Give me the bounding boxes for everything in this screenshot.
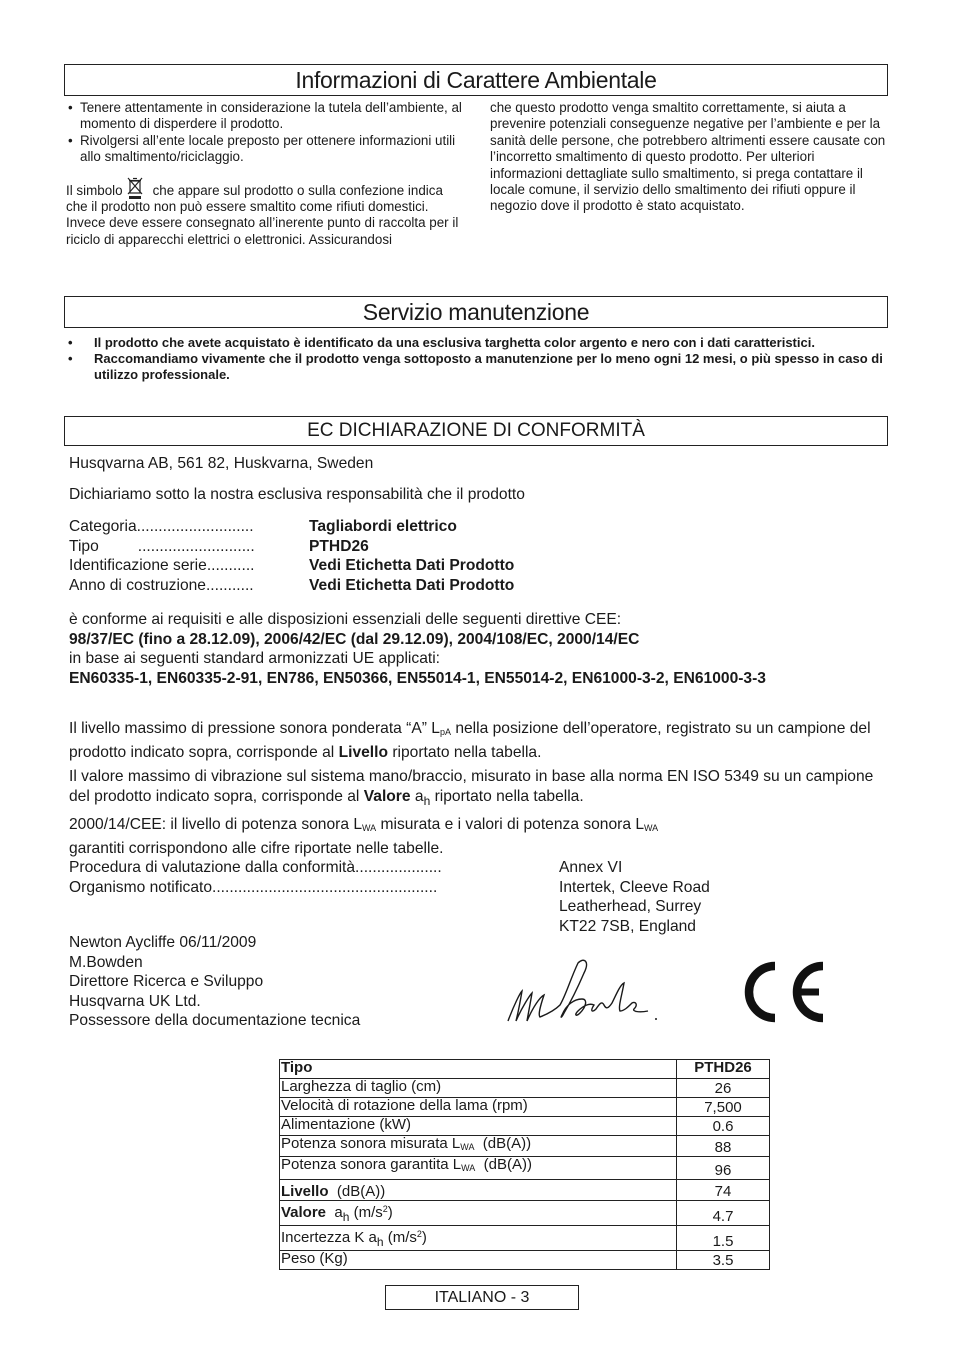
- crossed-out-bin-icon: [127, 177, 143, 199]
- vibration-paragraph: Il valore massimo di vibrazione sul sistema mano/braccio, misurato in base alla norma EN ISO 5349 su un campione del prodotto indicato sopra, corrisponde al Valore $a_h$ riportato nella tabella.: [69, 768, 874, 808]
- field-label: Categoria...........................: [69, 518, 254, 535]
- table-row: Incertezza K $a_h$ $(m/s^2)$ 1.5: [280, 1226, 770, 1251]
- field-row: [69, 517, 899, 537]
- field-label: Identificazione serie...........: [69, 557, 255, 574]
- table-row: Livello (dB(A)) 74: [280, 1180, 770, 1201]
- directives-text: 98/37/EC (fino a 28.12.09), 2006/42/EC (dal 29.12.09), 2004/108/EC, 2000/14/EC: [69, 630, 640, 648]
- field-value: PTHD26: [309, 537, 369, 555]
- field-row: [69, 556, 899, 576]
- ec-fields: [69, 517, 899, 595]
- env-bullet: • Rivolgersi all’ente locale preposto per ottenere informazioni utili allo smaltimento/riciclaggio.: [66, 133, 466, 166]
- symbol-paragraph: [66, 177, 466, 249]
- table-row: Potenza sonora misurata $L_{WA}$ (dB(A)) 88: [280, 1136, 770, 1157]
- field-label: Tipo ...........................: [69, 537, 255, 555]
- service-bullet: • Il prodotto che avete acquistato è identificato da una esclusiva targhetta color argento e nero con i dati caratteristici.: [66, 335, 886, 351]
- env-left-column: [66, 100, 466, 248]
- table-header-label: Tipo: [280, 1060, 677, 1079]
- power-paragraph: 2000/14/CEE: il livello di potenza sonora $L_{WA}$ misurata e i valori di potenza sonora $L_{WA}$ garantiti corrispondono alle cifre riportate nelle tabelle. Procedura di valutazione dalla conformità.................... Annex VI Organismo notificato.................................................... Intertek, Cleeve Road Leatherhead, Surrey KT22 7SB, England: [69, 815, 889, 936]
- page-footer: ITALIANO - 3: [385, 1285, 579, 1310]
- symbol-text-before: Il simbolo: [66, 182, 123, 198]
- table-row: Peso (Kg) 3.5: [280, 1251, 770, 1270]
- ec-address: Husqvarna AB, 561 82, Huskvarna, Sweden: [69, 455, 374, 472]
- env-right-column: che questo prodotto venga smaltito correttamente, si aiuta a prevenire potenziali conseguenze negative per l’ambiente e per la sanità delle persone, che potrebbero altrimenti essere causate con l’incorretto smaltimento di questo prodotto. Per ulteriori informazioni dettagliate sullo smaltimento, si prega contattare il locale comune, il servizio dello smaltimento dei rifiuti oppure il negozio dove il prodotto è stato acquistato.: [490, 100, 886, 214]
- env-title: Informazioni di Carattere Ambientale: [64, 64, 888, 96]
- field-value: Vedi Etichetta Dati Prodotto: [309, 557, 515, 574]
- service-title: Servizio manutenzione: [64, 296, 888, 328]
- ec-conformity: [69, 610, 889, 688]
- procedure-row: Procedura di valutazione dalla conformità.................... Annex VI: [69, 859, 623, 876]
- table-row: Alimentazione (kW) 0.6: [280, 1117, 770, 1136]
- noise-paragraph: Il livello massimo di pressione sonora ponderata “A” $L_{pA}$ nella posizione dell’operatore, registrato su un campione del prodotto indicato sopra, corrisponde al Livello riportato nella tabella.: [69, 720, 871, 761]
- standards-intro: in base ai seguenti standard armonizzati UE applicati:: [69, 650, 440, 667]
- table-header-value: PTHD26: [677, 1060, 770, 1079]
- table-row: Velocità di rotazione della lama (rpm) 7,500: [280, 1098, 770, 1117]
- table-row: Valore $a_h$ $(m/s^2)$ 4.7: [280, 1201, 770, 1226]
- field-value: Tagliabordi elettrico: [309, 518, 457, 535]
- env-bullet: • Tenere attentamente in considerazione la tutela dell’ambiente, al momento di disperdere il prodotto.: [66, 100, 466, 133]
- field-row: [69, 576, 899, 596]
- notified-row: Organismo notificato.................................................... Intertek, Cleeve Road Leatherhead, Surrey KT22 7SB, England: [69, 878, 710, 935]
- ce-mark-icon: [733, 960, 828, 1024]
- table-row: Larghezza di taglio (cm) 26: [280, 1079, 770, 1098]
- service-list: [66, 335, 886, 384]
- field-value: Vedi Etichetta Dati Prodotto: [309, 576, 515, 594]
- table-row: Potenza sonora garantita $L_{WA}$ (dB(A)) 96: [280, 1157, 770, 1180]
- service-bullet: • Raccomandiamo vivamente che il prodotto venga sottoposto a manutenzione per lo meno ogni 12 mesi, o più spesso in caso di utilizzo professionale.: [66, 351, 886, 383]
- signature: [500, 955, 670, 1030]
- conform-text: è conforme ai requisiti e alle disposizioni essenziali delle seguenti direttive CEE:: [69, 611, 622, 628]
- signatory-block: Newton Aycliffe 06/11/2009 M.Bowden Direttore Ricerca e Sviluppo Husqvarna UK Ltd. Possessore della documentazione tecnica: [69, 934, 361, 1029]
- ec-title: EC DICHIARAZIONE DI CONFORMITÀ: [64, 416, 888, 446]
- standards-text: EN60335-1, EN60335-2-91, EN786, EN50366, EN55014-1, EN55014-2, EN61000-3-2, EN61000-3-3: [69, 669, 766, 687]
- table-header-row: [280, 1060, 770, 1079]
- field-row: [69, 537, 899, 557]
- spec-table: [279, 1059, 770, 1270]
- symbol-text-after: che appare sul prodotto o sulla confezione indica che il prodotto non può essere smaltito come rifiuti domestici. Invece deve essere consegnato all’inerente punto di raccolta per il riciclo di apparecchi elettrici o elettronici. Assicurandosi: [66, 182, 459, 247]
- ec-declare: Dichiariamo sotto la nostra esclusiva responsabilità che il prodotto: [69, 486, 525, 503]
- field-label: Anno di costruzione...........: [69, 576, 254, 594]
